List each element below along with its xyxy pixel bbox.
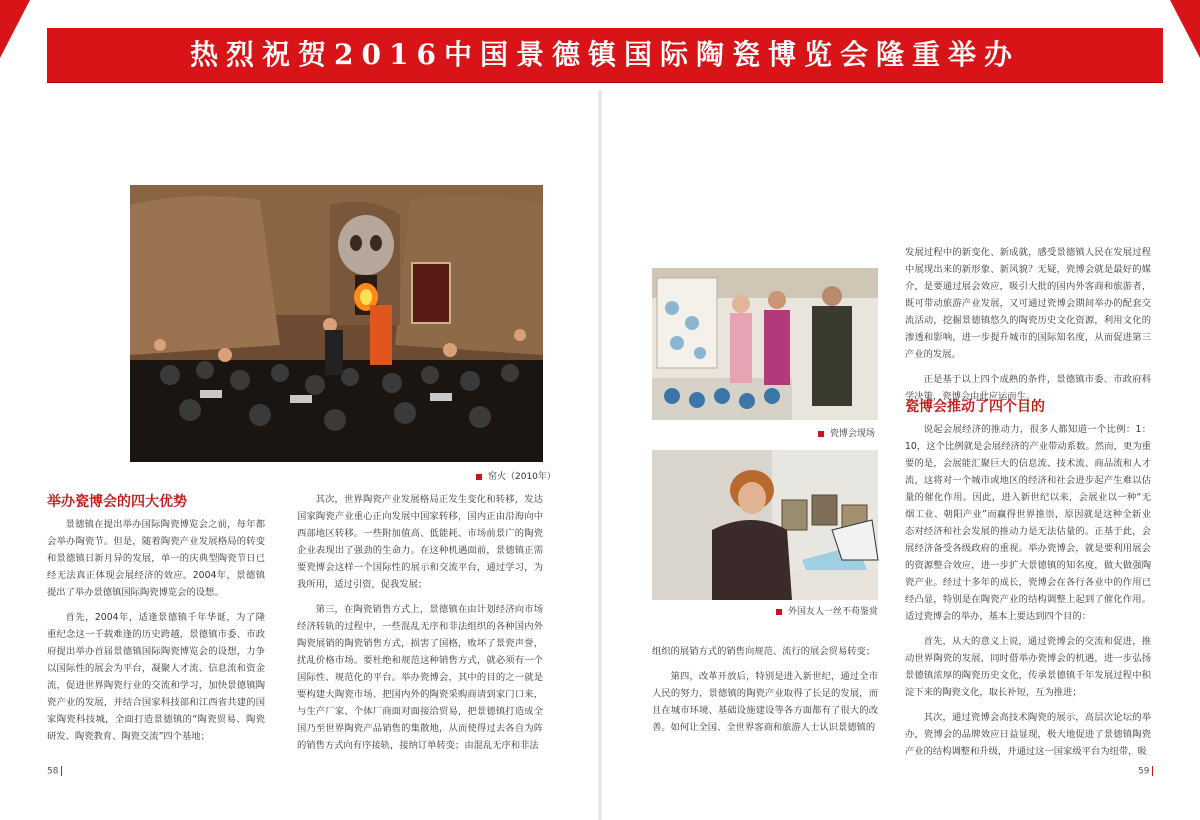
page-gutter (598, 90, 602, 820)
title-banner (47, 28, 1163, 82)
right-column-2-top (905, 244, 1151, 402)
page-number-right (1138, 766, 1156, 777)
page-number-bar (1152, 766, 1153, 776)
left-column-2 (297, 491, 543, 751)
caption-marker (776, 609, 782, 615)
caption-kiln-fire (476, 469, 556, 482)
caption-foreign-visitor (776, 604, 878, 617)
corner-decoration-right (1170, 0, 1200, 58)
right-section-heading: 瓷博会推动了四个目的 (905, 399, 1045, 415)
caption-marker (476, 474, 482, 480)
corner-decoration-left (0, 0, 30, 58)
page-number-text: 59 (1138, 766, 1150, 777)
foreign-visitor-photo (652, 450, 878, 600)
paragraph: 说起会展经济的推动力，很多人都知道一个比例：1：10，这个比例就是会展经济的产业带动系数。然而，更为重要的是，会展能汇聚巨大的信息流、技术流、商品流和人才流，这将对一个城市或地区的经济和社会进步起产生难以估量的催化作用。因此，进入新世纪以来，会展业以一种“无烟工业、朝阳产业”而赢得世界推崇，原因就是这种全新业态对经济和社会发展的推动力是无法估量的。正基于此，会展经济备受各级政府的重视。举办瓷博会，就是要利用展会的资源整合效应，进一步扩大景德镇的知名度，做大做强陶瓷产业。经过十多年的成长，瓷博会在各行各业中的作用已经凸显，特别是在陶瓷产业的结构调整上起到了催化作用。适过瓷博会的举办，基本上要达到四个目的： (905, 424, 1151, 622)
page-number-bar (61, 766, 62, 776)
page-number-text: 58 (47, 766, 59, 777)
paragraph: 首先，从大的意义上说，通过瓷博会的交流和促进，推动世界陶瓷的发展，同时借举办瓷博会的机遇，进一步弘扬景德镇浓厚的陶瓷历史文化，传承景德镇千年发展过程中积淀下来的陶瓷文化，取长补短，互为推进； (905, 636, 1151, 698)
caption-marker (818, 431, 824, 437)
paragraph: 其次，通过瓷博会高技术陶瓷的展示，高层次论坛的举办，瓷博会的品牌效应日益显现，极大地促进了景德镇陶瓷产业的结构调整和升级，并通过这一国家级平台为纽带，吸 (905, 712, 1151, 757)
paragraph: 正是基于以上四个成熟的条件，景德镇市委、市政府科学决策，瓷博会由此应运而生。 (905, 374, 1151, 402)
caption-text: 外国友人一丝不苟鉴赏 (788, 607, 879, 617)
left-section-heading: 举办瓷博会的四大优势 (47, 494, 187, 510)
kiln-fire-photo (130, 185, 543, 462)
expo-scene-photo (652, 268, 878, 420)
paragraph: 首先，2004年，适逢景德镇千年华诞，为了隆重纪念这一千载难逢的历史跨越，景德镇市委、市政府提出举办首届景德镇国际陶瓷博览会的设想，力争以国际性的展会为平台，凝聚人才流、信息流和资金流，促进世界陶瓷行业的交流和学习，加快景德镇陶瓷产业的发展，并结合国家科技部和江西省共建的国家陶瓷科技城，全面打造景德镇的“陶瓷贸易、陶瓷研发、陶瓷教育、陶瓷交流”四个基地； (47, 612, 265, 742)
right-column-1 (652, 643, 878, 735)
paragraph: 其次，世界陶瓷产业发展格局正发生变化和转移，发达国家陶瓷产业重心正向发展中国家转移，国内正由沿海向中西部地区转移。一些附加值高、低能耗、市场前景广的陶瓷企业表现出了强劲的生命力。在这种机遇面前，景德镇正需要瓷博会这样一个国际性的展示和交流平台，通过学习，为我所用，适过引资，促我发展； (297, 494, 543, 590)
paragraph: 组织的展销方式的销售向规范、流行的展会贸易转变； (652, 646, 876, 657)
caption-text: 瓷博会现场 (830, 429, 876, 439)
caption-expo-scene (818, 426, 875, 439)
paragraph: 发展过程中的新变化、新成就，感受景德镇人民在发展过程中展现出来的新形象、新风貌？无疑，瓷博会就是最好的媒介，是要通过展会效应，吸引大批的国内外客商和旅游者，既可带动旅游产业发展，又可通过瓷博会期间举办的配套交流活动，挖掘景德镇悠久的陶瓷历史文化资源，利用文化的渗透和影响，进一步提升城市的国际知名度，从而促进第三产业的发展。 (905, 247, 1151, 360)
paragraph: 第四，改革开放后，特别是进入新世纪，通过全市人民的努力，景德镇的陶瓷产业取得了长足的发展，而且在城市环境、基础设施建设等各方面都有了很大的改善。如何让全国、全世界客商和旅游人士认识景德镇的 (652, 671, 878, 733)
paragraph: 第三，在陶瓷销售方式上，景德镇在由计划经济向市场经济转轨的过程中，一些混乱无序和非法组织的各种国内外陶瓷展销的陶瓷销售方式，损害了国格，败坏了景瓷声誉，扰乱价格市场。要杜绝和规范这种销售方式，就必须有一个国际性、规范化的平台。举办瓷博会，其中的目的之一就是要构建大陶瓷市场、把国内外的陶瓷采购商请到家门口来，与生产厂家、个体厂商面对面接洽贸易，把景德镇打造成全国乃至世界陶瓷产品销售的集散地，从而使得过去各自为阵的销售方式向有序接轨，接纳订单转变；由混乱无序和非法 (297, 604, 543, 751)
right-column-2-bottom (905, 421, 1151, 757)
left-column-1 (47, 516, 265, 742)
banner-title: 热烈祝贺2016中国景德镇国际陶瓷博览会隆重举办 (190, 38, 1020, 71)
paragraph: 景德镇在提出举办国际陶瓷博览会之前，每年都会举办陶瓷节。但是，随着陶瓷产业发展格局的转变和景德镇日新月异的发展，单一的庆典型陶瓷节日已经无法真正体现会展经济的效应。2004年，景德镇提出了举办景德镇国际陶瓷博览会的设想。 (47, 519, 265, 598)
page-number-left (47, 766, 65, 777)
caption-text: 窑火（2010年） (488, 472, 556, 482)
